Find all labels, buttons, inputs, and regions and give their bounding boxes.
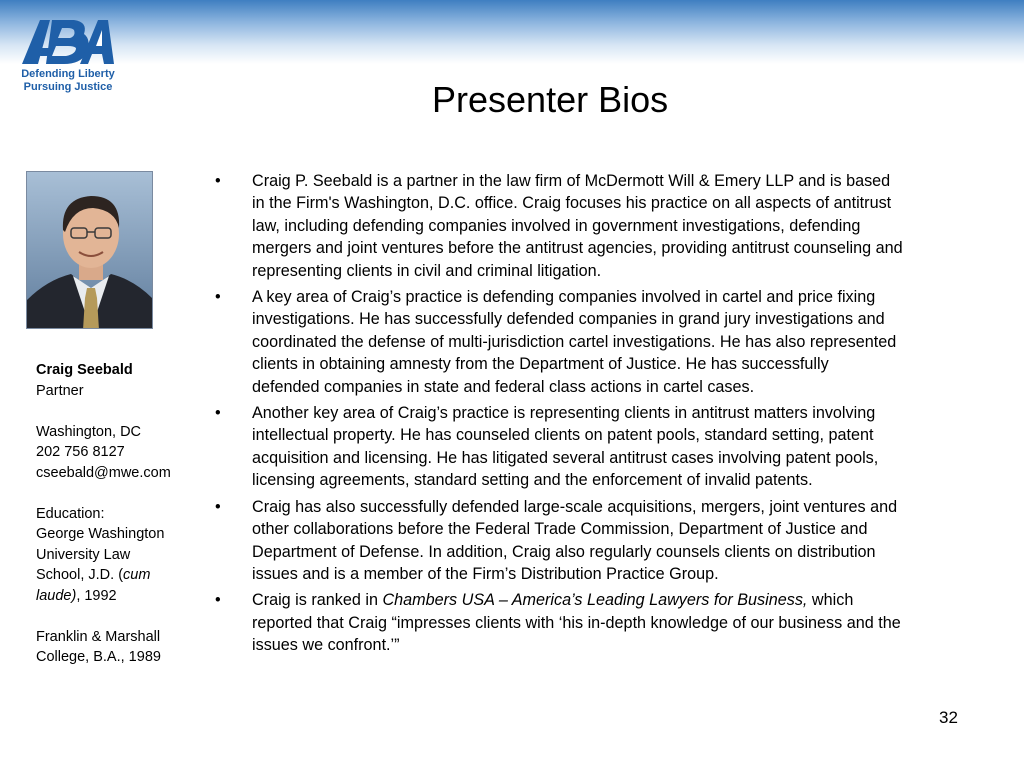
bio-2-line-3: coordinated the defense of multi-jurisdiction cartel investigations. He has also represented <box>252 332 897 351</box>
bullet-icon: • <box>215 497 221 516</box>
bio-3-line-3: acquisition and licensing. He has litigated several antitrust cases involving patent pools, <box>252 448 879 467</box>
bullet-icon: • <box>215 288 221 307</box>
bio-2-line-2: investigations. He has successfully defended companies in grand jury investigations and <box>252 310 885 329</box>
bio-5-line-3: issues we confront.’” <box>252 636 400 655</box>
bio-1-line-1: Craig P. Seebald is a partner in the law firm of McDermott Will & Emery LLP and is based <box>252 172 891 190</box>
bio-1-line-4: mergers and joint ventures before the antitrust agencies, providing antitrust counseling and <box>252 239 903 258</box>
bio-bullet-4 <box>215 496 1005 586</box>
presenter-portrait-icon <box>27 172 153 329</box>
page-number: 32 <box>939 708 958 727</box>
bio-4-line-1: Craig has also successfully defended large-scale acquisitions, mergers, joint ventures and <box>252 497 898 516</box>
bio-2-line-5: defended companies in state and federal class actions in cartel cases. <box>252 377 755 396</box>
aba-logo <box>18 18 118 98</box>
presenter-email: cseebald@mwe.com <box>36 464 171 481</box>
bio-1-line-3: law, including defending companies involved in government investigations, defending <box>252 216 861 235</box>
bio-3-line-2: intellectual property. He has counseled clients on patent pools, standard setting, patent <box>252 426 874 445</box>
edu-1-laude: laude) <box>36 587 77 604</box>
presenter-info <box>36 360 211 668</box>
bio-2-line-4: clients in obtaining amnesty from the Department of Justice. He has successfully <box>252 355 829 374</box>
presenter-name: Craig Seebald <box>36 362 133 378</box>
bullet-icon: • <box>215 591 221 610</box>
bio-5-line-2: reported that Craig “impresses clients with ‘his in-depth knowledge of our business and the <box>252 613 901 632</box>
presenter-city: Washington, DC <box>36 423 142 440</box>
presenter-role: Partner <box>36 382 84 399</box>
motto-line-2: Pursuing Justice <box>23 81 113 93</box>
bio-5-pre: Craig is ranked in <box>252 591 383 610</box>
bio-4-line-4: issues and is a member of the Firm’s Distribution Practice Group. <box>252 564 719 583</box>
education-label: Education: <box>36 505 105 522</box>
bio-4-line-3: Department of Defense. In addition, Craig also regularly counsels clients on distribution <box>252 542 876 561</box>
education-1-line-2: University Law <box>36 546 131 563</box>
education-2-line-2: College, B.A., 1989 <box>36 649 161 665</box>
education-1-line-1: George Washington <box>36 526 165 542</box>
edu-1-cum: cum <box>123 567 151 583</box>
presenter-photo <box>26 171 153 329</box>
motto-line-1: Defending Liberty <box>21 68 115 80</box>
aba-motto <box>18 68 118 94</box>
bullet-icon: • <box>215 172 221 190</box>
bio-5-publication: Chambers USA – America’s Leading Lawyers for Business, <box>382 591 808 610</box>
aba-logo-icon <box>18 18 118 66</box>
education-1-line-4 <box>36 586 211 607</box>
edu-1-year: , 1992 <box>76 587 117 604</box>
bio-bullet-1 <box>215 170 1005 282</box>
bio-1-line-5: representing clients in civil and criminal litigation. <box>252 261 602 280</box>
bio-3-line-1: Another key area of Craig’s practice is representing clients in antitrust matters involving <box>252 404 876 423</box>
bio-bullet-5 <box>215 589 1005 656</box>
education-1-line-3 <box>36 565 211 586</box>
bio-5-post: which <box>807 591 854 610</box>
presenter-phone: 202 756 8127 <box>36 444 125 460</box>
bio-bullet-3 <box>215 402 1005 492</box>
bio-4-line-2: other collaborations before the Federal Trade Commission, Department of Justice and <box>252 520 868 539</box>
page-title: Presenter Bios <box>432 79 669 120</box>
bio-5-line-1 <box>252 589 1005 611</box>
bio-1-line-2: in the Firm's Washington, D.C. office. Craig focuses his practice on all aspects of antitrust <box>252 194 892 213</box>
bio-2-line-1: A key area of Craig’s practice is defending companies involved in cartel and price fixing <box>252 288 876 307</box>
header-gradient-band <box>0 0 1024 64</box>
bullet-icon: • <box>215 404 221 423</box>
edu-1-line-3-text: School, J.D. ( <box>36 567 124 583</box>
bio-bullet-2 <box>215 286 1005 398</box>
bio-bullet-list <box>215 170 1005 661</box>
education-2-line-1: Franklin & Marshall <box>36 628 161 645</box>
bio-3-line-4: licensing agreements, standard setting and the enforcement of invalid patents. <box>252 471 813 490</box>
